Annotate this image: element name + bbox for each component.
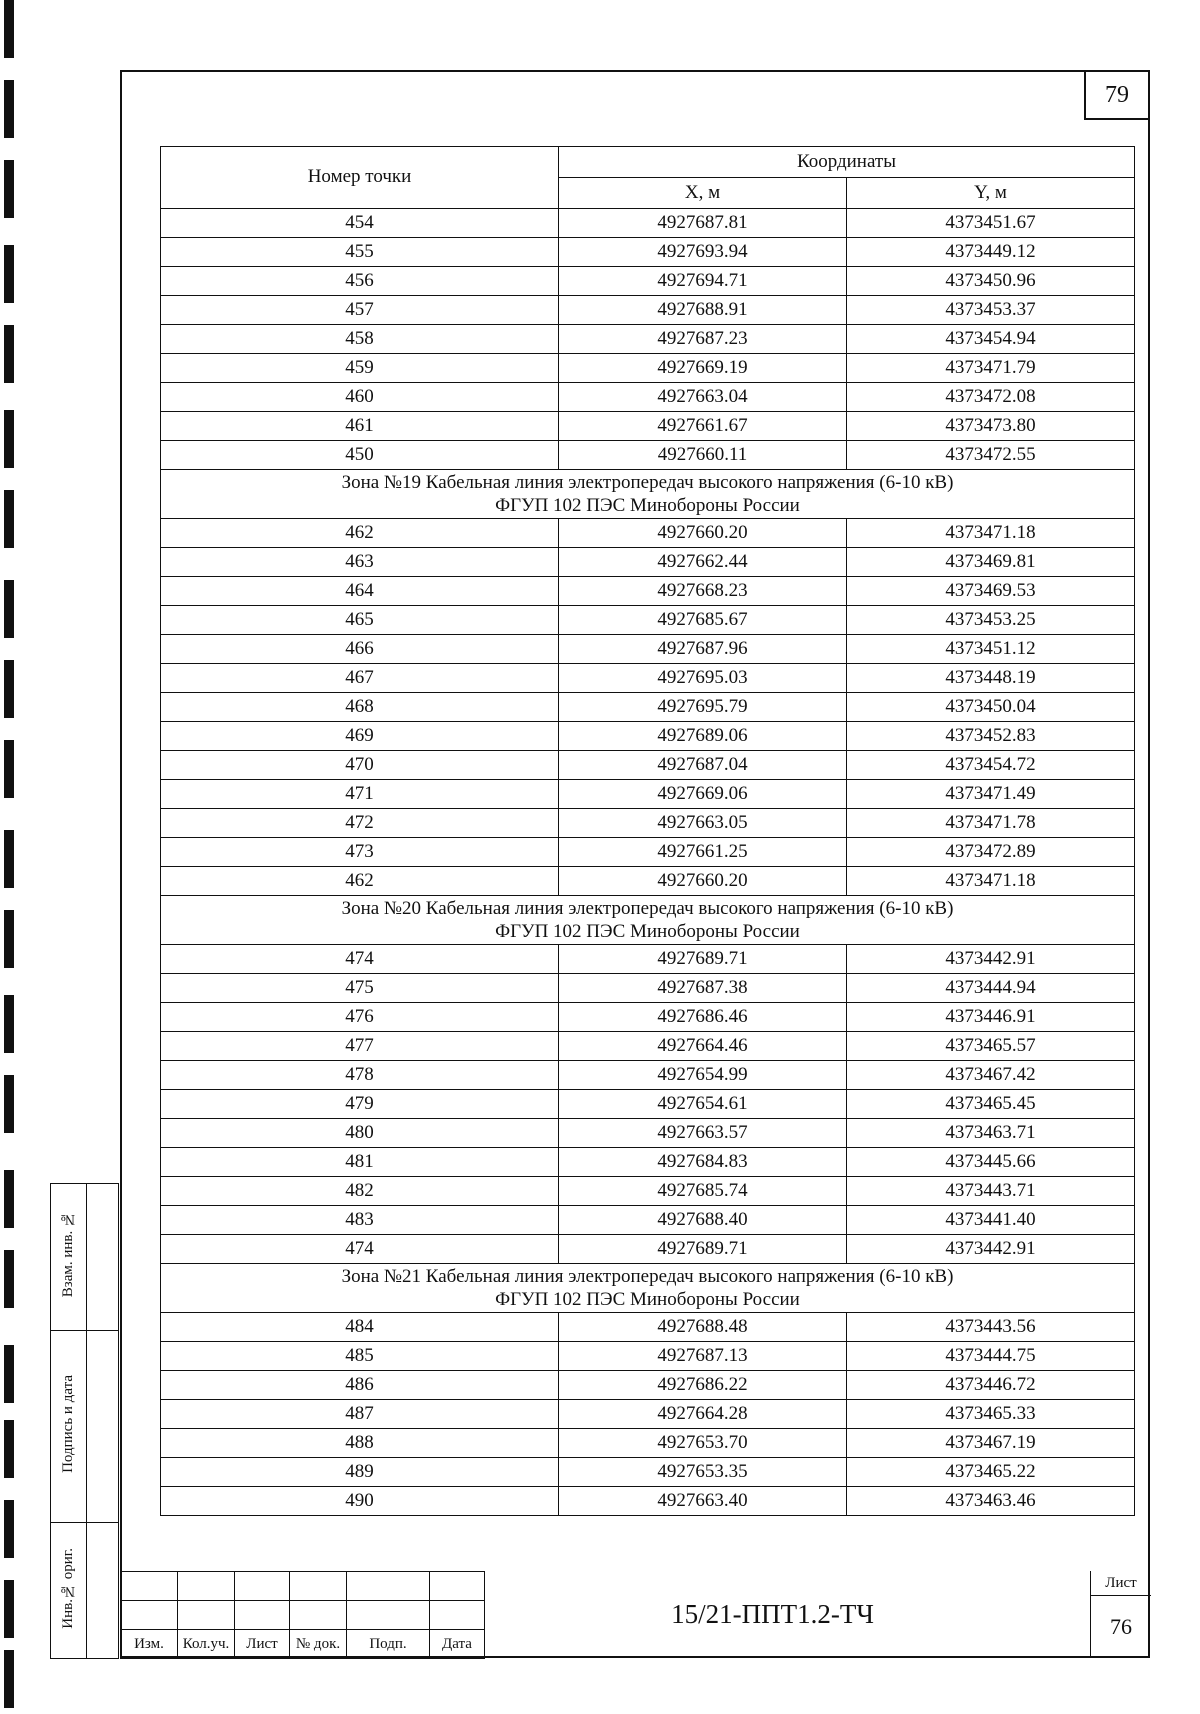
zone-header-row — [161, 896, 1135, 945]
header-point-number: Номер точки — [161, 147, 559, 209]
cell-x: 4927687.81 — [559, 209, 847, 238]
cell-y: 4373472.08 — [847, 383, 1135, 412]
cell-point: 465 — [161, 606, 559, 635]
table-row — [161, 867, 1135, 896]
binder-mark — [4, 1250, 14, 1308]
cell-y: 4373444.75 — [847, 1342, 1135, 1371]
cell-x: 4927653.70 — [559, 1429, 847, 1458]
cell-point: 479 — [161, 1090, 559, 1119]
table-row — [161, 519, 1135, 548]
table-row — [161, 606, 1135, 635]
cell-x: 4927669.06 — [559, 780, 847, 809]
table-row — [161, 1119, 1135, 1148]
table-row — [161, 722, 1135, 751]
cell-x: 4927687.96 — [559, 635, 847, 664]
cell-x: 4927688.48 — [559, 1313, 847, 1342]
table-row — [161, 1458, 1135, 1487]
cell-y: 4373446.91 — [847, 1003, 1135, 1032]
zone-title-line1: Зона №20 Кабельная линия электропередач высокого напряжения (6-10 кВ) — [341, 898, 954, 919]
binder-mark — [4, 80, 14, 138]
cell-x: 4927685.74 — [559, 1177, 847, 1206]
table-row — [161, 1177, 1135, 1206]
table-row — [161, 780, 1135, 809]
cell-x: 4927688.91 — [559, 296, 847, 325]
cell-y: 4373471.49 — [847, 780, 1135, 809]
zone-title-line1: Зона №21 Кабельная линия электропередач высокого напряжения (6-10 кВ) — [341, 1266, 954, 1287]
table-row — [161, 635, 1135, 664]
header-coordinates: Координаты — [559, 147, 1135, 178]
label-kol-uch: Кол.уч. — [178, 1630, 235, 1659]
cell-point: 481 — [161, 1148, 559, 1177]
cell-point: 471 — [161, 780, 559, 809]
cell-point: 490 — [161, 1487, 559, 1516]
label-data: Дата — [430, 1630, 485, 1659]
binder-mark — [4, 1580, 14, 1638]
coordinates-body — [161, 209, 1135, 1516]
label-list: Лист — [235, 1630, 290, 1659]
cell-point: 477 — [161, 1032, 559, 1061]
cell-y: 4373443.56 — [847, 1313, 1135, 1342]
binder-mark — [4, 1345, 14, 1403]
label-podp: Подп. — [347, 1630, 430, 1659]
zone-title-line2: ФГУП 102 ПЭС Минобороны России — [495, 1289, 800, 1310]
binder-mark — [4, 740, 14, 798]
table-row — [161, 1148, 1135, 1177]
cell-y: 4373467.42 — [847, 1061, 1135, 1090]
zone-header-row — [161, 1264, 1135, 1313]
vzam-inv-label: Взам. инв. № — [60, 1211, 76, 1298]
table-row — [161, 548, 1135, 577]
cell-point: 486 — [161, 1371, 559, 1400]
cell-x: 4927694.71 — [559, 267, 847, 296]
podpis-data-label: Подпись и дата — [60, 1375, 76, 1473]
cell-point: 482 — [161, 1177, 559, 1206]
table-row — [161, 1313, 1135, 1342]
binder-mark — [4, 160, 14, 218]
zone-title-line2: ФГУП 102 ПЭС Минобороны России — [495, 921, 800, 942]
cell-y: 4373454.72 — [847, 751, 1135, 780]
table-row — [161, 1206, 1135, 1235]
cell-point: 469 — [161, 722, 559, 751]
cell-y: 4373446.72 — [847, 1371, 1135, 1400]
coordinates-table — [160, 146, 1135, 1516]
cell-x: 4927686.22 — [559, 1371, 847, 1400]
table-row — [161, 1061, 1135, 1090]
cell-x: 4927654.61 — [559, 1090, 847, 1119]
cell-point: 454 — [161, 209, 559, 238]
cell-x: 4927684.83 — [559, 1148, 847, 1177]
cell-x: 4927669.19 — [559, 354, 847, 383]
cell-point: 457 — [161, 296, 559, 325]
table-row — [161, 1400, 1135, 1429]
table-row — [161, 1090, 1135, 1119]
revision-grid — [120, 1571, 485, 1659]
sheet-box — [1090, 1571, 1151, 1658]
cell-x: 4927654.99 — [559, 1061, 847, 1090]
binder-mark — [4, 410, 14, 468]
cell-x: 4927664.46 — [559, 1032, 847, 1061]
document-code: 15/21-ППТ1.2-ТЧ — [671, 1599, 874, 1629]
table-row — [161, 383, 1135, 412]
header-x: X, м — [559, 178, 847, 209]
title-block — [120, 1571, 1150, 1658]
cell-y: 4373472.89 — [847, 838, 1135, 867]
binder-mark — [4, 490, 14, 548]
zone-header-row — [161, 470, 1135, 519]
table-row — [161, 809, 1135, 838]
cell-y: 4373469.53 — [847, 577, 1135, 606]
table-row — [161, 693, 1135, 722]
cell-y: 4373453.25 — [847, 606, 1135, 635]
table-row — [161, 1487, 1135, 1516]
cell-y: 4373451.12 — [847, 635, 1135, 664]
table-row — [161, 1003, 1135, 1032]
binder-mark — [4, 1075, 14, 1133]
cell-y: 4373472.55 — [847, 441, 1135, 470]
cell-x: 4927689.71 — [559, 945, 847, 974]
cell-y: 4373451.67 — [847, 209, 1135, 238]
cell-x: 4927660.11 — [559, 441, 847, 470]
cell-point: 460 — [161, 383, 559, 412]
binder-mark — [4, 0, 14, 58]
cell-y: 4373454.94 — [847, 325, 1135, 354]
binder-mark — [4, 660, 14, 718]
cell-y: 4373471.78 — [847, 809, 1135, 838]
cell-y: 4373445.66 — [847, 1148, 1135, 1177]
cell-x: 4927687.23 — [559, 325, 847, 354]
cell-y: 4373473.80 — [847, 412, 1135, 441]
table-row — [161, 664, 1135, 693]
cell-x: 4927661.25 — [559, 838, 847, 867]
header-y: Y, м — [847, 178, 1135, 209]
cell-y: 4373442.91 — [847, 945, 1135, 974]
cell-point: 474 — [161, 945, 559, 974]
table-row — [161, 1235, 1135, 1264]
table-row — [161, 751, 1135, 780]
cell-y: 4373467.19 — [847, 1429, 1135, 1458]
inv-orig-cell — [51, 1523, 87, 1659]
cell-y: 4373463.71 — [847, 1119, 1135, 1148]
binder-mark — [4, 1420, 14, 1478]
table-row — [161, 577, 1135, 606]
cell-y: 4373471.79 — [847, 354, 1135, 383]
binder-mark — [4, 245, 14, 303]
vzam-inv-cell — [51, 1184, 87, 1331]
cell-x: 4927664.28 — [559, 1400, 847, 1429]
table-row — [161, 1429, 1135, 1458]
cell-x: 4927687.38 — [559, 974, 847, 1003]
table-row — [161, 441, 1135, 470]
cell-x: 4927685.67 — [559, 606, 847, 635]
zone-title-line1: Зона №19 Кабельная линия электропередач высокого напряжения (6-10 кВ) — [341, 472, 954, 493]
cell-x: 4927689.71 — [559, 1235, 847, 1264]
cell-x: 4927663.40 — [559, 1487, 847, 1516]
cell-point: 487 — [161, 1400, 559, 1429]
cell-point: 462 — [161, 519, 559, 548]
cell-point: 464 — [161, 577, 559, 606]
cell-point: 456 — [161, 267, 559, 296]
binder-mark — [4, 1650, 14, 1708]
cell-point: 459 — [161, 354, 559, 383]
zone-title — [161, 1264, 1135, 1313]
sheet-number: 76 — [1110, 1614, 1132, 1639]
side-stamp — [50, 1183, 119, 1659]
cell-point: 450 — [161, 441, 559, 470]
cell-y: 4373450.96 — [847, 267, 1135, 296]
vzam-inv-value — [87, 1184, 119, 1331]
table-row — [161, 325, 1135, 354]
cell-x: 4927686.46 — [559, 1003, 847, 1032]
page-number: 79 — [1084, 70, 1150, 120]
cell-point: 473 — [161, 838, 559, 867]
cell-point: 466 — [161, 635, 559, 664]
cell-y: 4373465.22 — [847, 1458, 1135, 1487]
cell-point: 467 — [161, 664, 559, 693]
cell-x: 4927688.40 — [559, 1206, 847, 1235]
cell-y: 4373471.18 — [847, 519, 1135, 548]
cell-x: 4927663.04 — [559, 383, 847, 412]
binder-mark — [4, 325, 14, 383]
binder-mark — [4, 910, 14, 968]
sheet-label: Лист — [1091, 1571, 1151, 1596]
zone-title — [161, 470, 1135, 519]
cell-point: 470 — [161, 751, 559, 780]
cell-point: 489 — [161, 1458, 559, 1487]
table-row — [161, 209, 1135, 238]
table-row — [161, 238, 1135, 267]
cell-y: 4373471.18 — [847, 867, 1135, 896]
cell-y: 4373465.33 — [847, 1400, 1135, 1429]
table-row — [161, 1371, 1135, 1400]
table-row — [161, 1032, 1135, 1061]
cell-y: 4373469.81 — [847, 548, 1135, 577]
inv-orig-value — [87, 1523, 119, 1659]
binder-mark — [4, 830, 14, 888]
cell-point: 458 — [161, 325, 559, 354]
cell-point: 478 — [161, 1061, 559, 1090]
cell-point: 484 — [161, 1313, 559, 1342]
cell-x: 4927660.20 — [559, 867, 847, 896]
table-row — [161, 945, 1135, 974]
cell-point: 483 — [161, 1206, 559, 1235]
label-izm: Изм. — [121, 1630, 178, 1659]
cell-x: 4927661.67 — [559, 412, 847, 441]
cell-x: 4927662.44 — [559, 548, 847, 577]
cell-y: 4373452.83 — [847, 722, 1135, 751]
cell-point: 461 — [161, 412, 559, 441]
zone-title-line2: ФГУП 102 ПЭС Минобороны России — [495, 495, 800, 516]
cell-point: 474 — [161, 1235, 559, 1264]
cell-point: 480 — [161, 1119, 559, 1148]
table-row — [161, 267, 1135, 296]
table-row — [161, 354, 1135, 383]
cell-y: 4373453.37 — [847, 296, 1135, 325]
cell-y: 4373441.40 — [847, 1206, 1135, 1235]
inv-orig-label: Инв.№ ориг. — [60, 1547, 76, 1629]
cell-y: 4373448.19 — [847, 664, 1135, 693]
cell-y: 4373463.46 — [847, 1487, 1135, 1516]
cell-y: 4373449.12 — [847, 238, 1135, 267]
table-row — [161, 1342, 1135, 1371]
table-row — [161, 974, 1135, 1003]
cell-x: 4927653.35 — [559, 1458, 847, 1487]
cell-x: 4927668.23 — [559, 577, 847, 606]
cell-x: 4927663.57 — [559, 1119, 847, 1148]
cell-point: 488 — [161, 1429, 559, 1458]
cell-y: 4373444.94 — [847, 974, 1135, 1003]
podpis-data-cell — [51, 1331, 87, 1523]
binder-mark — [4, 1500, 14, 1558]
cell-y: 4373465.57 — [847, 1032, 1135, 1061]
table-row — [161, 838, 1135, 867]
cell-x: 4927689.06 — [559, 722, 847, 751]
binder-mark — [4, 1170, 14, 1228]
label-n-dok: № док. — [290, 1630, 347, 1659]
cell-point: 475 — [161, 974, 559, 1003]
cell-point: 485 — [161, 1342, 559, 1371]
cell-point: 462 — [161, 867, 559, 896]
cell-point: 472 — [161, 809, 559, 838]
cell-point: 468 — [161, 693, 559, 722]
table-row — [161, 412, 1135, 441]
cell-y: 4373443.71 — [847, 1177, 1135, 1206]
cell-x: 4927695.79 — [559, 693, 847, 722]
cell-point: 455 — [161, 238, 559, 267]
cell-y: 4373450.04 — [847, 693, 1135, 722]
cell-point: 463 — [161, 548, 559, 577]
cell-x: 4927687.04 — [559, 751, 847, 780]
cell-x: 4927687.13 — [559, 1342, 847, 1371]
cell-x: 4927695.03 — [559, 664, 847, 693]
cell-y: 4373442.91 — [847, 1235, 1135, 1264]
zone-title — [161, 896, 1135, 945]
podpis-data-value — [87, 1331, 119, 1523]
binder-mark — [4, 580, 14, 638]
cell-y: 4373465.45 — [847, 1090, 1135, 1119]
cell-x: 4927663.05 — [559, 809, 847, 838]
binder-mark — [4, 995, 14, 1053]
cell-x: 4927693.94 — [559, 238, 847, 267]
cell-x: 4927660.20 — [559, 519, 847, 548]
table-row — [161, 296, 1135, 325]
cell-point: 476 — [161, 1003, 559, 1032]
